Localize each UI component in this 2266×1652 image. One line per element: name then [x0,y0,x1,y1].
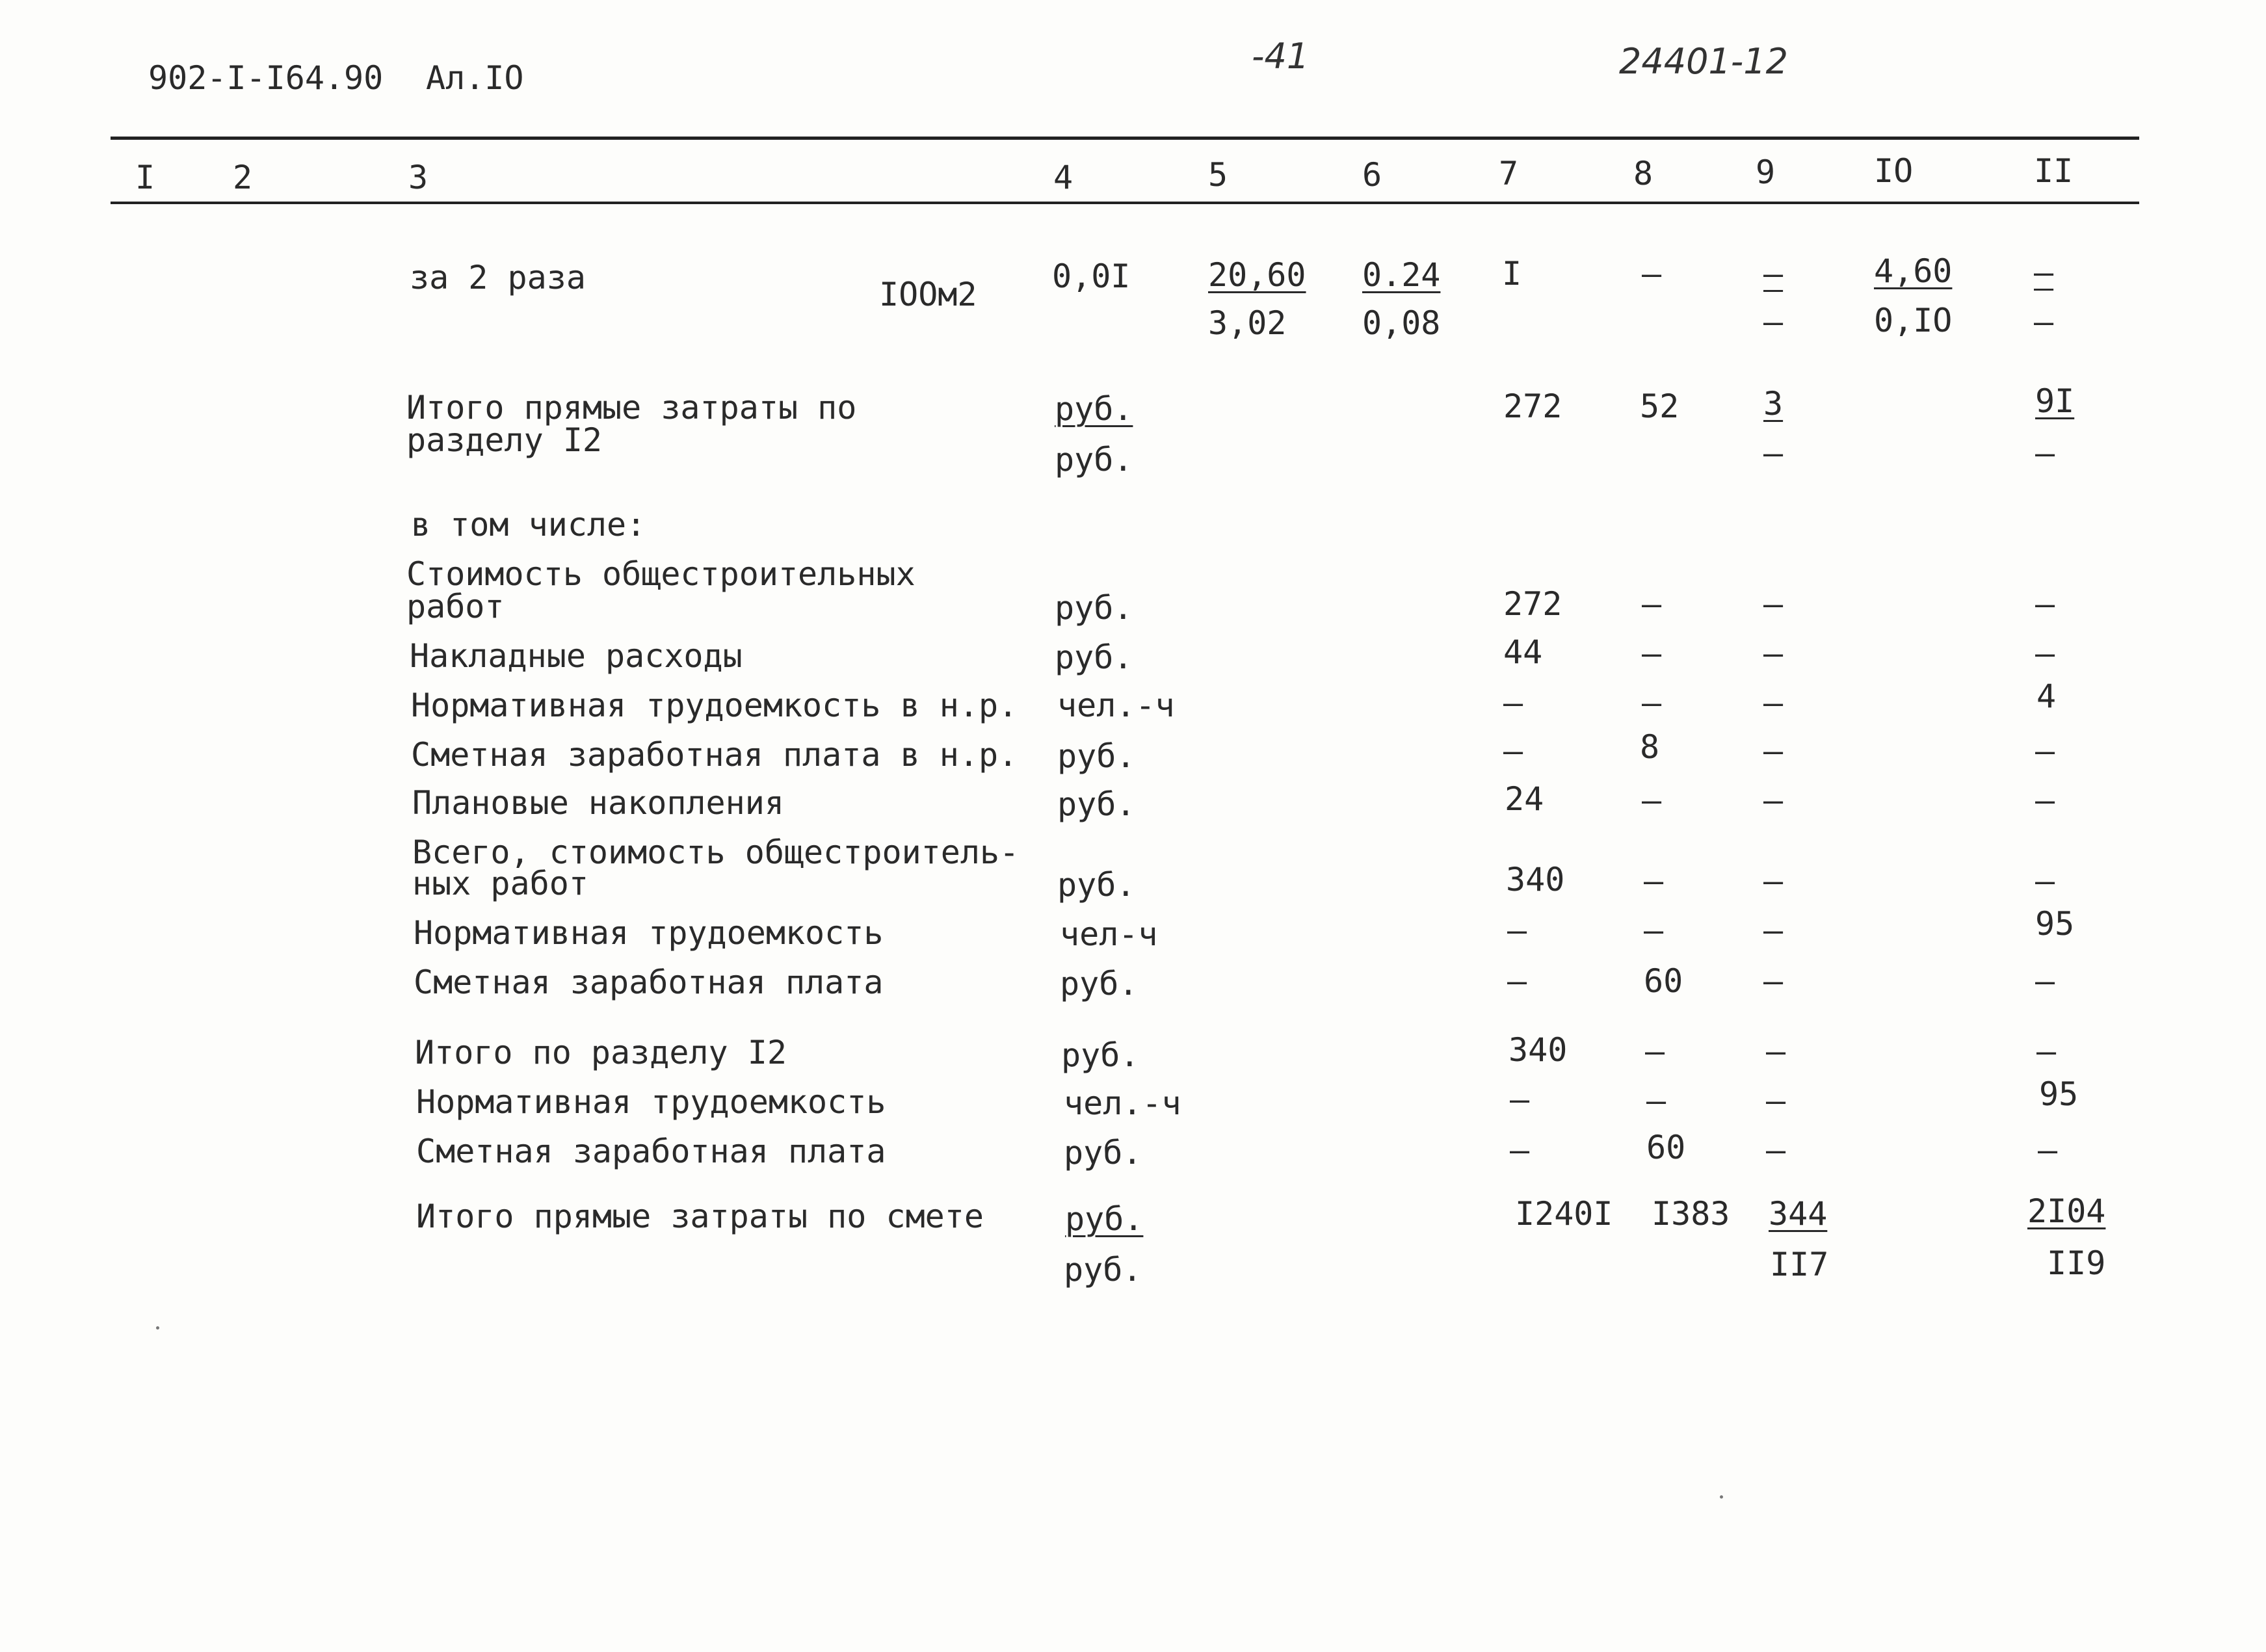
row-col9: – [1766,1032,1786,1070]
row-label: Итого по разделу I2 [415,1034,787,1071]
row-col11-bottom: – [2035,434,2055,472]
row-col5-bottom: 3,02 [1208,304,1287,342]
row-col9-bottom: – [1763,434,1784,472]
row-col7: 272 [1503,585,1562,623]
row-col4-bottom: руб. [1055,441,1133,479]
row-col11: – [2035,635,2055,672]
row-label: Сметная заработная плата [416,1133,886,1170]
col-header-3: 3 [408,159,428,196]
row-col11: 95 [2039,1075,2079,1113]
row-col9: – [1766,1131,1786,1169]
row-label-cont: ных работ [412,865,588,902]
row-col9-top: 3 [1763,385,1784,423]
row-col4: руб. [1057,785,1136,823]
row-col8: 60 [1644,962,1683,1000]
row-col9: – [1763,635,1784,672]
row-col8: – [1642,635,1662,672]
row-label: Всего, стоимость общестроитель- [412,833,1020,871]
col-header-8: 8 [1633,155,1653,192]
row-label: Накладные расходы [410,637,743,675]
stamp-number: 24401-12 [1619,41,1788,82]
row-col10-top: 4,60 [1874,252,1953,290]
table-header-rule [111,202,2139,204]
col-header-4: 4 [1053,159,1074,196]
row-label: Нормативная трудоемкость в н.р. [411,687,1018,724]
row-col4: руб. [1060,965,1139,1003]
row-col8: 52 [1640,387,1680,425]
row-col11-top: 9I [2035,382,2075,420]
row-col4: руб. [1057,866,1136,904]
row-col11-top: 2I04 [2027,1192,2106,1230]
row-col7: – [1507,962,1527,1000]
row-label-cont: разделу I2 [406,421,603,459]
row-label: Стоимость общестроительных [406,555,916,593]
row-col7: 272 [1503,387,1562,425]
row-col4: руб. [1057,737,1136,775]
row-col8: – [1642,255,1662,293]
row-label: за 2 раза [410,259,586,296]
row-col5-top: 20,60 [1208,256,1306,294]
sheet-number: Ал.IO [426,59,524,97]
col-header-2: 2 [233,159,253,196]
col-header-11: II [2034,152,2074,190]
row-col9-top: 344 [1769,1195,1828,1233]
row-col4: руб. [1061,1036,1140,1074]
row-col4: чел-ч [1060,915,1158,953]
row-label: Плановые накопления [412,784,784,822]
row-col8: 60 [1646,1129,1686,1166]
row-col8: – [1646,1082,1667,1120]
row-col7: – [1507,911,1527,949]
scan-speck [156,1326,159,1330]
row-col9: – [1763,732,1784,770]
row-col4: руб. [1055,589,1133,627]
row-col8: – [1642,781,1662,819]
row-col11: – [2035,781,2055,819]
row-col11: – [2035,962,2055,1000]
row-col11: – [2038,1131,2058,1169]
row-col7: 44 [1503,633,1543,671]
row-col11: – [2035,732,2055,770]
row-col4-top: руб. [1065,1200,1144,1238]
row-col8: – [1645,1032,1665,1070]
row-col7: 340 [1506,861,1565,898]
row-col8: – [1644,862,1664,900]
doc-code: 902-I-I64.90 [148,59,384,97]
row-col7: – [1510,1131,1530,1169]
row-col7: – [1503,684,1523,722]
row-col11-bottom: II9 [2047,1244,2106,1282]
row-col4-bottom: руб. [1064,1251,1142,1289]
row-col6-top: 0.24 [1362,256,1441,294]
row-col11: – [2035,585,2055,623]
col-header-7: 7 [1499,155,1519,192]
row-col11: – [2036,1032,2057,1070]
row-col9-bottom: – [1763,303,1784,341]
row-label: в том числе: [411,506,646,544]
row-unit-extra: IOOм2 [879,276,977,313]
row-col9: – [1763,585,1784,623]
row-label: Сметная заработная плата [414,964,884,1001]
row-col9: – [1763,684,1784,722]
row-col9: – [1763,862,1784,900]
row-col4: руб. [1064,1134,1142,1172]
row-col11-bottom: – [2034,303,2054,341]
row-col4: чел.-ч [1057,687,1175,724]
row-col9-bottom: II7 [1770,1246,1829,1283]
row-col4-top: руб. [1055,390,1133,428]
row-col8: I383 [1652,1195,1730,1233]
row-col7: I240I [1515,1195,1613,1233]
row-col8: – [1642,585,1662,623]
col-header-1: I [135,159,155,196]
row-label: Сметная заработная плата в н.р. [411,736,1018,774]
scan-speck [1720,1495,1723,1499]
row-col6-bottom: 0,08 [1362,304,1441,342]
table-top-rule [111,137,2139,140]
row-col11: 4 [2036,677,2057,715]
row-col7: 340 [1508,1031,1568,1069]
row-col9: – [1763,911,1784,949]
row-col11-top: – [2034,254,2054,291]
row-col11: 95 [2035,905,2075,943]
row-col4: 0,0I [1052,257,1131,295]
row-label: Итого прямые затраты по [406,389,857,426]
row-col7: I [1502,255,1522,293]
col-header-5: 5 [1208,156,1228,194]
row-label-cont: работ [406,588,505,625]
col-header-9: 9 [1756,153,1776,191]
page-number: -41 [1252,36,1310,77]
row-label: Итого прямые затраты по смете [416,1198,984,1235]
col-header-10: IO [1874,152,1914,190]
row-col9-top: – [1763,255,1784,293]
row-col10-bottom: 0,IO [1874,302,1953,339]
row-col8: – [1642,684,1662,722]
row-col7: – [1503,732,1523,770]
row-col9: – [1763,781,1784,819]
row-col9: – [1766,1082,1786,1120]
row-col7: – [1510,1081,1530,1118]
row-col11: – [2035,862,2055,900]
col-header-6: 6 [1362,156,1382,194]
row-col9: – [1763,962,1784,1000]
row-col7: 24 [1505,780,1544,818]
row-col4: чел.-ч [1064,1084,1181,1122]
row-col8: – [1644,911,1664,949]
row-col4: руб. [1055,638,1133,676]
row-col8: 8 [1640,728,1660,766]
row-label: Нормативная трудоемкость [416,1083,886,1121]
row-label: Нормативная трудоемкость [414,914,884,952]
